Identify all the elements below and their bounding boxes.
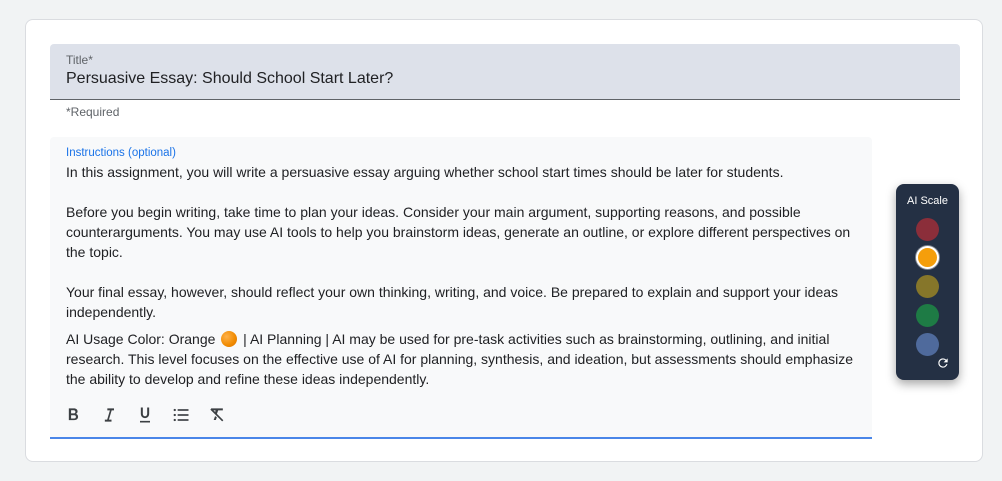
ai-scale-title: AI Scale: [907, 195, 948, 207]
bulleted-list-icon: [171, 405, 191, 425]
instructions-label: Instructions (optional): [66, 147, 176, 159]
instructions-field[interactable]: [50, 137, 872, 439]
ai-usage-paragraph: [66, 329, 856, 389]
bold-icon: [63, 405, 83, 425]
italic-icon: [99, 405, 119, 425]
ai-level-green[interactable]: [916, 304, 939, 327]
underline-icon: [135, 405, 155, 425]
clear-formatting-button[interactable]: [202, 401, 232, 429]
assignment-card: [25, 19, 983, 462]
ai-scale-panel: [896, 184, 959, 380]
underline-button[interactable]: [130, 401, 160, 429]
bulleted-list-button[interactable]: [166, 401, 196, 429]
bold-button[interactable]: [58, 401, 88, 429]
ai-level-red[interactable]: [916, 218, 939, 241]
instructions-text[interactable]: [66, 162, 856, 389]
required-note: *Required: [66, 105, 120, 119]
formatting-toolbar: [58, 401, 232, 429]
ai-usage-prefix: AI Usage Color: Orange: [66, 331, 216, 347]
title-label: Title*: [66, 53, 93, 67]
ai-level-orange[interactable]: [916, 246, 939, 269]
ai-usage-description: | AI Planning | AI may be used for pre-task activities such as brainstorming, outlining, and initial research. This level focuses on the effective use of AI for planning, synthesis, and ideation, but assessments should emphasize the ability to develop and refine these ideas independently.: [66, 331, 854, 387]
instructions-paragraph-3: Your final essay, however, should reflect your own thinking, writing, and voice. Be prepared to explain and support your ideas independently.: [66, 284, 839, 320]
title-field[interactable]: [50, 44, 960, 100]
orange-circle-icon: [221, 331, 237, 347]
italic-button[interactable]: [94, 401, 124, 429]
instructions-paragraph-2: Before you begin writing, take time to plan your ideas. Consider your main argument, supporting reasons, and possible counterarguments. You may use AI tools to help you brainstorm ideas, generate an outline, or explore different perspectives on the topic.: [66, 204, 851, 260]
clear-formatting-icon: [207, 405, 227, 425]
refresh-icon[interactable]: [936, 356, 950, 370]
instructions-paragraph-1: In this assignment, you will write a persuasive essay arguing whether school start times should be later for students.: [66, 164, 784, 180]
title-input[interactable]: [66, 70, 926, 88]
ai-level-blue[interactable]: [916, 333, 939, 356]
ai-level-olive[interactable]: [916, 275, 939, 298]
